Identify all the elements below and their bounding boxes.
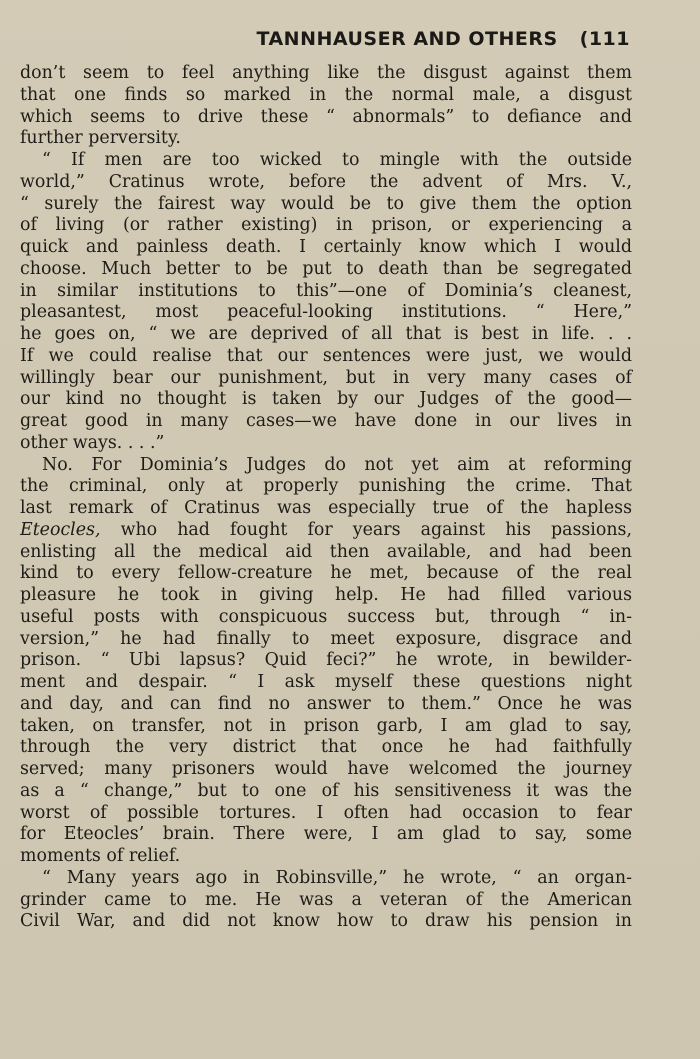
text-line: of living (or rather existing) in prison, or experiencing a xyxy=(20,215,632,236)
text-line: taken, on transfer, not in prison garb, I am glad to say, xyxy=(20,715,632,736)
text-line: that one finds so marked in the normal male, a disgust xyxy=(20,84,632,105)
text-line: ment and despair. “ I ask myself these questions night xyxy=(20,672,632,692)
text-line: and day, and can find no answer to them.” Once he was xyxy=(20,693,632,714)
text-line: pleasure he took in giving help. He had filled various xyxy=(20,585,632,605)
text-line xyxy=(20,520,632,542)
text-line: worst of possible tortures. I often had occasion to fear xyxy=(20,802,632,823)
text-line: world,” Cratinus wrote, before the advent of Mrs. V., xyxy=(20,171,632,192)
text-line: choose. Much better to be put to death than be segregated xyxy=(20,258,632,279)
text-line: for Eteocles’ brain. There were, I am glad to say, some xyxy=(20,824,632,845)
text-line: “ If men are too wicked to mingle with the outside xyxy=(42,150,632,170)
text-line: No. For Dominia’s Judges do not yet aim at reforming xyxy=(42,454,632,475)
text-line: moments of relief. xyxy=(20,846,181,866)
text-line: If we could realise that our sentences were just, we would xyxy=(20,345,632,366)
text-line: kind to every fellow-creature he met, because of the real xyxy=(20,563,632,584)
text-line: don’t seem to feel anything like the disgust against them xyxy=(20,63,632,83)
page-number: (111 xyxy=(579,28,630,50)
text-line: useful posts with conspicuous success but, through “ in- xyxy=(20,606,632,627)
text-line: grinder came to me. He was a veteran of the American xyxy=(20,889,632,910)
text-line: Civil War, and did not know how to draw his pension in xyxy=(20,911,632,932)
running-title: TANNHAUSER AND OTHERS xyxy=(256,28,558,50)
text-line: last remark of Cratinus was especially true of the hapless xyxy=(20,498,632,518)
text-line: “ surely the fairest way would be to give them the option xyxy=(20,193,632,214)
text-line: version,” he had finally to meet exposure, disgrace and xyxy=(20,628,632,649)
text-line: served; many prisoners would have welcomed the journey xyxy=(20,759,632,779)
body-text xyxy=(20,63,632,933)
text-line: our kind no thought is taken by our Judges of the good— xyxy=(20,389,632,410)
text-line: the criminal, only at properly punishing the crime. That xyxy=(20,476,632,497)
text-line: which seems to drive these “ abnormals” to defiance and xyxy=(20,106,632,127)
text-line-rest: who had fought for years against his passions, xyxy=(120,519,632,540)
text-line: other ways. . . .” xyxy=(20,432,165,453)
text-line: through the very district that once he had faithfully xyxy=(20,737,632,758)
text-line: great good in many cases—we have done in our lives in xyxy=(20,411,632,431)
italic-name: Eteocles, xyxy=(20,519,101,540)
text-line: he goes on, “ we are deprived of all that is best in life. . . xyxy=(20,324,632,344)
running-header xyxy=(256,28,630,50)
text-line: as a “ change,” but to one of his sensitiveness it was the xyxy=(20,780,632,801)
text-line: willingly bear our punishment, but in very many cases of xyxy=(20,367,632,388)
text-line: further perversity. xyxy=(20,128,181,149)
text-line: enlisting all the medical aid then available, and had been xyxy=(20,541,632,562)
text-line: prison. “ Ubi lapsus? Quid feci?” he wrote, in bewilder- xyxy=(20,650,632,671)
text-line: pleasantest, most peaceful-looking institutions. “ Here,” xyxy=(20,302,632,323)
text-line: in similar institutions to this”—one of Dominia’s cleanest, xyxy=(20,280,632,301)
text-line: quick and painless death. I certainly know which I would xyxy=(20,237,632,257)
text-line: “ Many years ago in Robinsville,” he wrote, “ an organ- xyxy=(42,867,632,888)
